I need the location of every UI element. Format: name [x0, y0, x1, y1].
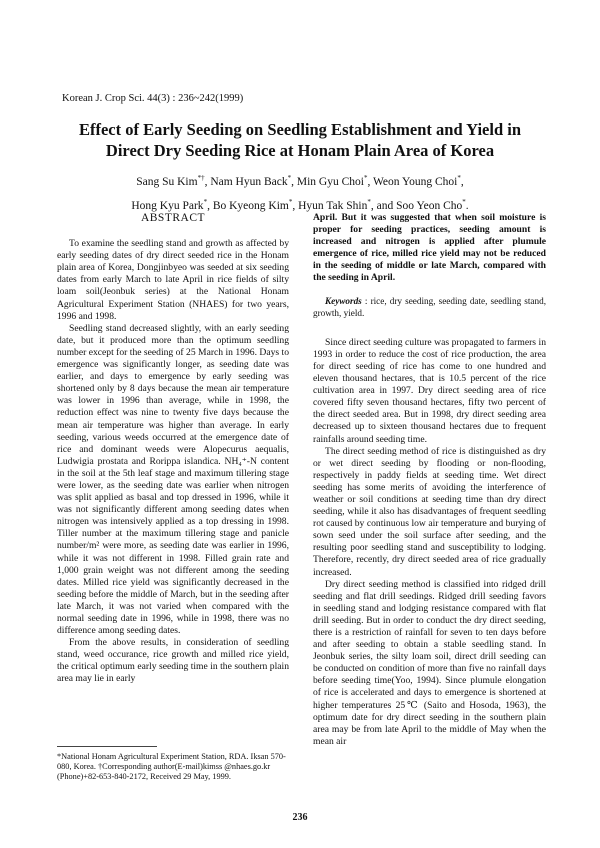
author-separator: ,: [292, 199, 299, 212]
author-line: [40, 168, 560, 192]
page-number: 236: [292, 812, 308, 823]
author-name: Min Gyu Choi: [296, 175, 364, 188]
author-name: Nam Hyun Back: [210, 175, 288, 188]
abstract-paragraph: To examine the seedling stand and growth as affected by early seeding dates of dry direct seeded rice in the Honam plain area of Korea, Dongjinbyeo was seeded at six seeding dates from early March to late April in rice fields of silty loam soil(Jeonbuk series) at the National Honam Agricultural Experiment Station (NHAES) for two years, 1996 and 1998.: [57, 238, 289, 322]
author-separator: ,: [204, 175, 211, 188]
author-name: Sang Su Kim: [136, 175, 198, 188]
author-separator: , and: [370, 199, 397, 212]
affiliation-mark: *†: [197, 174, 205, 182]
abstract-paragraph: Seedling stand decreased slightly, with an early seeding date, but it produced more than the optimum seedling number except for the seeding of 25 March in 1996. Days to emergence was significantly longer, as seeding date was earlier, and days to emergence by early seeding was shortened only by 8 days because the mean air temperature was lower in 1996 than average, while in 1998, the reduction effect was nine to twenty five days because the mean air temperature was higher than average. In early seeding, various weeds occurred at the emergence date of rice and dominant weeds were Alopecurus aequalis, Ludwigia prostata and Rorippa islandica. NH₄⁺-N content in the soil at the 5th leaf stage and maximum tillering stage were lower, as the seeding date was earlier when nitrogen was split applied as basal and top dressed in 1996, while it was not significantly different among seeding dates when nitrogen was intensively applied as a top dressing in 1998. Tiller number at the maximum tillering stage and panicle number/m² were more, as seeding date was earlier in 1996, while it was not different in 1998. Filled grain rate and 1,000 grain weight was not different among the seeding dates. Milled rice yield was significantly decreased in the seeding before the middle of March, but in the seeding after late March, it was not varied when compared with the normal seeding date in 1996, while in 1998, there was no difference among seeding dates.: [57, 322, 289, 637]
author-separator: ,: [367, 175, 373, 188]
author-separator: .: [465, 199, 469, 212]
author-name: Hyun Tak Shin: [298, 199, 368, 212]
author-separator: ,: [207, 199, 213, 212]
keywords-text: : rice, dry seeding, seeding date, seedling stand, growth, yield.: [313, 295, 546, 318]
left-column: [57, 212, 289, 686]
journal-reference: Korean J. Crop Sci. 44(3) : 236~242(1999): [62, 93, 244, 104]
intro-paragraph: Dry direct seeding method is classified into ridged drill seeding and flat drill seedings. Ridged drill seeding favors in seedling stand and lodging resistance compared with flat drill seeding. But in order to conduct the dry direct seeding, there is a restriction of rainfall for seven to ten days before and after seeding to obtain a stable seedling stand. In Jeonbuk series, the silty loam soil, direct drill seeding can be conducted on condition of more than five no rainfall days before seeding time(Yoo, 1994). Since plumule elongation of rice is accelerated and days to emergence is shortened at higher temperatures 25℃ (Saito and Hosoda, 1963), the optimum date for dry direct seeding in the southern plain area may be from late April to the middle of May when the mean air: [313, 578, 546, 747]
intro-paragraph: The direct seeding method of rice is distinguished as dry or wet direct seeding by flooding or non-flooding, respectively in paddy fields at seeding time. Wet direct seeding has some merits of avoiding the interference of weather or soil conditions at seeding time than dry direct seeding, while it also has disadvantages of frequent seedling rot caused by continuous low air temperature and burying of sown seed under the soil surface after seeding, and the resulting poor seedling stand and susceptibility to lodging. Therefore, recently, dry direct seeded area of rice gradually increased.: [313, 445, 546, 578]
right-column: [313, 212, 546, 748]
intro-paragraph: Since direct seeding culture was propagated to farmers in 1993 in order to reduce the cost of rice production, the area for direct seeding of rice has come to one hundred and eleven thousand hectares, that is 10.5 percent of the rice cultivation area in 1997. Dry direct seeding area of rice covered fifty seven thousand hectares, fifty two percent of the direct seeded area. But in 1998, dry direct seeding area decreased up to sixteen thousand hectares due to frequent rainfalls around seeding time.: [313, 336, 546, 445]
abstract-heading: ABSTRACT: [140, 212, 206, 224]
abstract-paragraph-continued: April. But it was suggested that when soil moisture is proper for seeding practices, seeding amount is increased and nitrogen is applied after plumule emergence of rice, milled rice yield may not be reduced in the seeding of middle or late March, compared with the seeding in April.: [313, 212, 546, 284]
author-list: [40, 168, 560, 216]
footnote: *National Honam Agricultural Experiment Station, RDA. Iksan 570-080, Korea. †Corresponding author(E-mail)kimss @nhaes.go.kr (Phone)+82-653-840-2172, Received 29 May, 1999.: [57, 752, 286, 782]
author-name: Hong Kyu Park: [131, 199, 204, 212]
footnote-divider: [57, 746, 157, 747]
affiliation-mark: *: [287, 174, 292, 182]
introduction: [313, 337, 546, 748]
author-name: Weon Young Choi: [373, 175, 458, 188]
keywords: [313, 295, 546, 319]
author-separator: ,: [291, 175, 297, 188]
affiliation-mark: *: [462, 197, 466, 206]
keywords-label: Keywords: [325, 295, 362, 306]
title-line: Direct Dry Seeding Rice at Honam Plain Area of Korea: [105, 141, 495, 160]
author-name: Bo Kyeong Kim: [212, 199, 289, 212]
affiliation-mark: *: [363, 174, 368, 182]
title-line: Effect of Early Seeding on Seedling Establishment and Yield in: [78, 120, 522, 139]
author-name: Soo Yeon Cho: [396, 199, 463, 212]
abstract-paragraph: From the above results, in consideration of seedling stand, weed occurance, rice growth and milled rice yield, the critical optimum early seeding time in the southern plain area may lie in early: [57, 637, 289, 685]
affiliation-mark: *: [457, 174, 461, 182]
affiliation-mark: *: [203, 197, 208, 206]
affiliation-mark: *: [367, 197, 371, 206]
author-separator: ,: [460, 175, 464, 188]
affiliation-mark: *: [288, 197, 293, 206]
paper-title: [40, 119, 560, 161]
